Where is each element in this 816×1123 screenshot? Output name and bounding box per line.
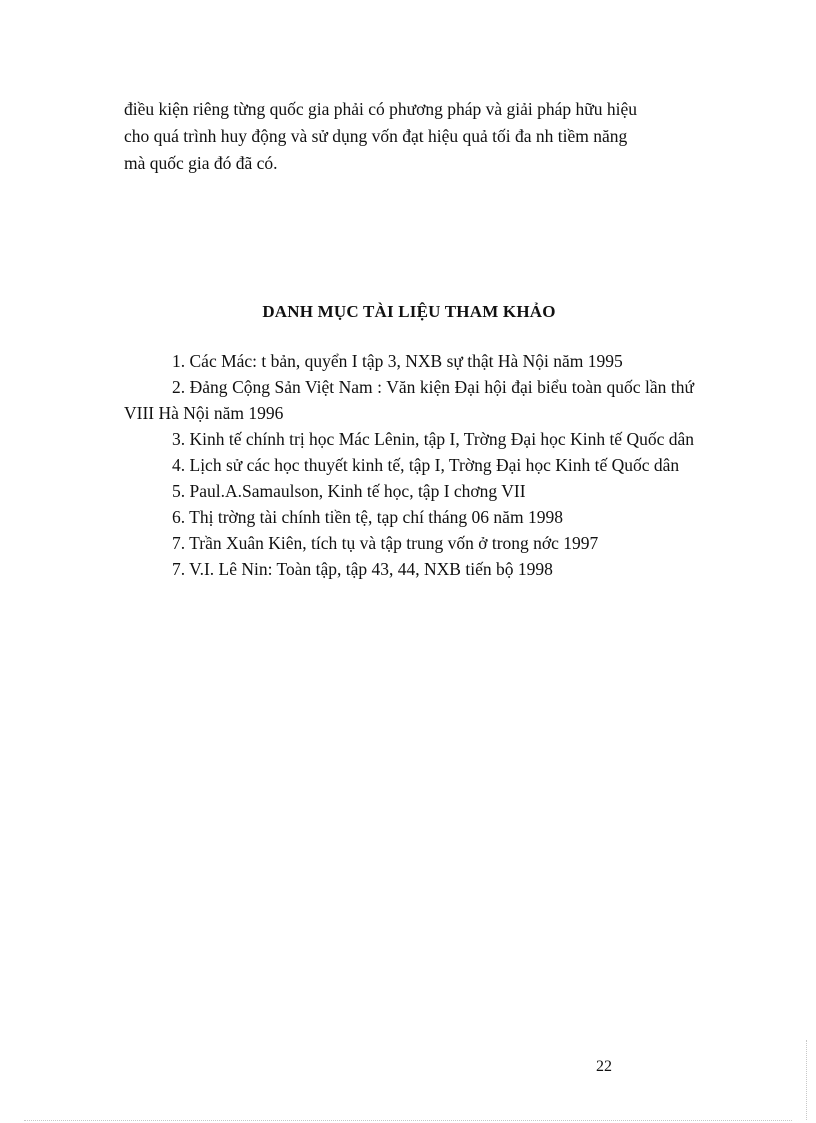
reference-item: 6. Thị trờng tài chính tiền tệ, tạp chí tháng 06 năm 1998 bbox=[172, 507, 563, 527]
reference-item: 5. Paul.A.Samaulson, Kinh tế học, tập I chơng VII bbox=[172, 481, 526, 501]
references-list bbox=[124, 348, 694, 582]
reference-item: 2. Đảng Cộng Sản Việt Nam : Văn kiện Đại hội đại biểu toàn quốc lần thứ VIII Hà Nội năm 1996 bbox=[124, 377, 694, 423]
intro-line: mà quốc gia đó đã có. bbox=[124, 153, 278, 173]
intro-paragraph bbox=[124, 96, 694, 177]
reference-item: 4. Lịch sử các học thuyết kinh tế, tập I, Trờng Đại học Kinh tế Quốc dân bbox=[172, 455, 680, 475]
references-heading: DANH MỤC TÀI LIỆU THAM KHẢO bbox=[262, 302, 556, 321]
reference-item: 1. Các Mác: t bản, quyển I tập 3, NXB sự thật Hà Nội năm 1995 bbox=[172, 351, 623, 371]
intro-line: điều kiện riêng từng quốc gia phải có phương pháp và giải pháp hữu hiệu bbox=[124, 99, 638, 119]
page-border-bottom bbox=[24, 1120, 792, 1121]
reference-item: 7. V.I. Lê Nin: Toàn tập, tập 43, 44, NXB tiến bộ 1998 bbox=[172, 559, 553, 579]
intro-line: cho quá trình huy động và sử dụng vốn đạt hiệu quả tối đa nh tiềm năng bbox=[124, 126, 628, 146]
page-border-right bbox=[806, 1040, 807, 1120]
page-number: 22 bbox=[596, 1058, 612, 1075]
reference-item: 3. Kinh tế chính trị học Mác Lênin, tập I, Trờng Đại học Kinh tế Quốc dân bbox=[172, 429, 695, 449]
reference-item: 7. Trần Xuân Kiên, tích tụ và tập trung vốn ở trong nớc 1997 bbox=[172, 533, 599, 553]
